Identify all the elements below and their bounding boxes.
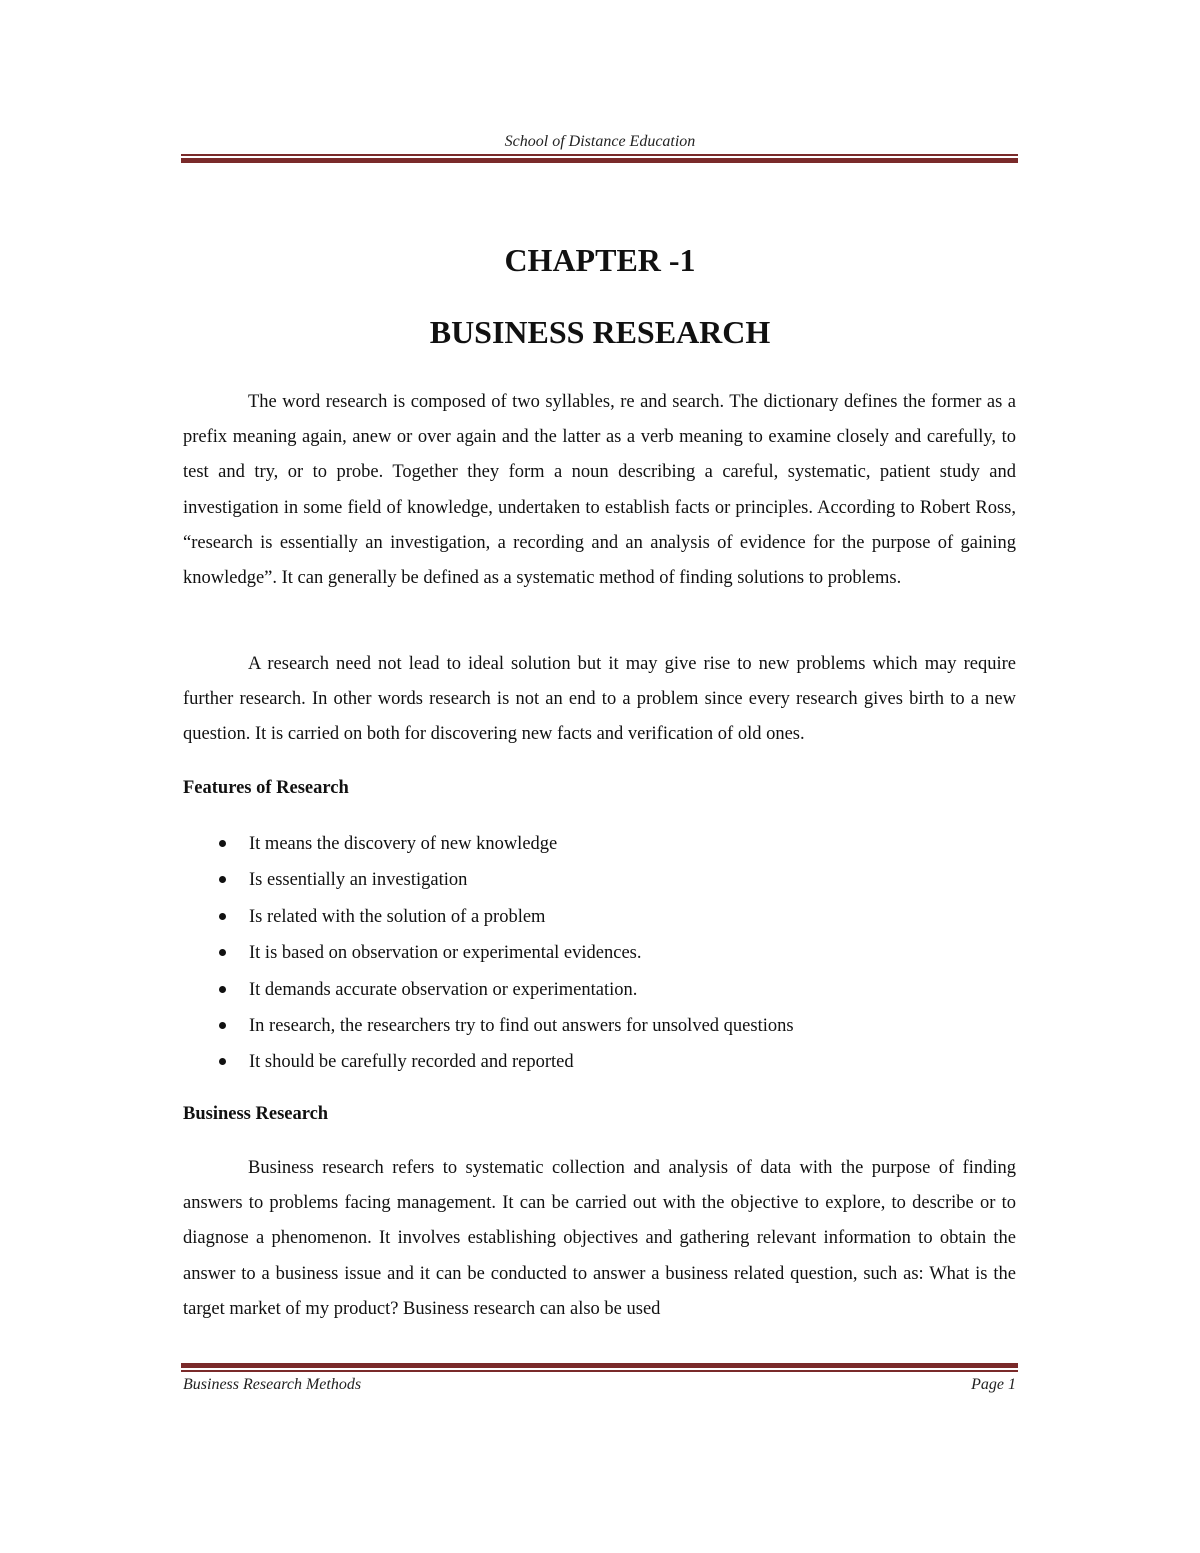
features-list (183, 826, 1016, 1081)
header-institution: School of Distance Education (504, 133, 696, 150)
chapter-number: CHAPTER -1 (504, 242, 696, 278)
bullet-icon (219, 913, 226, 920)
list-item (183, 1008, 1016, 1044)
footer-course: Business Research Methods (183, 1376, 362, 1393)
footer-page-number: Page 1 (971, 1376, 1016, 1393)
bullet-icon (219, 1022, 226, 1029)
list-item-text: Is related with the solution of a problem (249, 906, 546, 927)
list-item-text: In research, the researchers try to find out answers for unsolved questions (249, 1016, 794, 1037)
bullet-icon (219, 840, 226, 847)
header-rule-thick (181, 158, 1018, 163)
intro-paragraph-2: A research need not lead to ideal solution but it may give rise to new problems which may require further research. In other words research is not an end to a problem since every research gives birth to a new question. It is carried on both for discovering new facts and verification of old ones. (183, 654, 1016, 745)
footer-rule-thin (181, 1370, 1018, 1372)
list-item (183, 862, 1016, 898)
list-item-text: Is essentially an investigation (249, 870, 468, 891)
bullet-icon (219, 986, 226, 993)
features-heading: Features of Research (183, 778, 349, 798)
bullet-icon (219, 949, 226, 956)
list-item-text: It demands accurate observation or experimentation. (249, 979, 638, 1000)
list-item (183, 899, 1016, 935)
list-item (183, 935, 1016, 971)
bullet-icon (219, 1058, 226, 1065)
list-item (183, 972, 1016, 1008)
list-item (183, 1044, 1016, 1080)
list-item (183, 826, 1016, 862)
list-item-text: It should be carefully recorded and reported (249, 1052, 574, 1073)
footer-rule-thick (181, 1363, 1018, 1368)
chapter-title: BUSINESS RESEARCH (429, 314, 771, 350)
header-rule-thin (181, 154, 1018, 156)
list-item-text: It means the discovery of new knowledge (249, 834, 558, 854)
list-item-text: It is based on observation or experimental evidences. (249, 943, 642, 964)
business-research-paragraph: Business research refers to systematic collection and analysis of data with the purpose of finding answers to problems facing management. It can be carried out with the objective to explore, to describe or to diagnose a phenomenon. It involves establishing objectives and gathering relevant information to obtain the answer to a business issue and it can be conducted to answer a business related question, such as: What is the target market of my product? Business research can also be used (183, 1158, 1016, 1319)
bullet-icon (219, 876, 226, 883)
intro-paragraph-1: The word research is composed of two syllables, re and search. The dictionary defines the former as a prefix meaning again, anew or over again and the latter as a verb meaning to examine closely and carefully, to test and try, or to probe. Together they form a noun describing a careful, systematic, patient study and investigation in some field of knowledge, undertaken to establish facts or principles. According to Robert Ross, “research is essentially an investigation, a recording and an analysis of evidence for the purpose of gaining knowledge”. It can generally be defined as a systematic method of finding solutions to problems. (183, 392, 1016, 589)
business-research-heading: Business Research (183, 1104, 329, 1124)
